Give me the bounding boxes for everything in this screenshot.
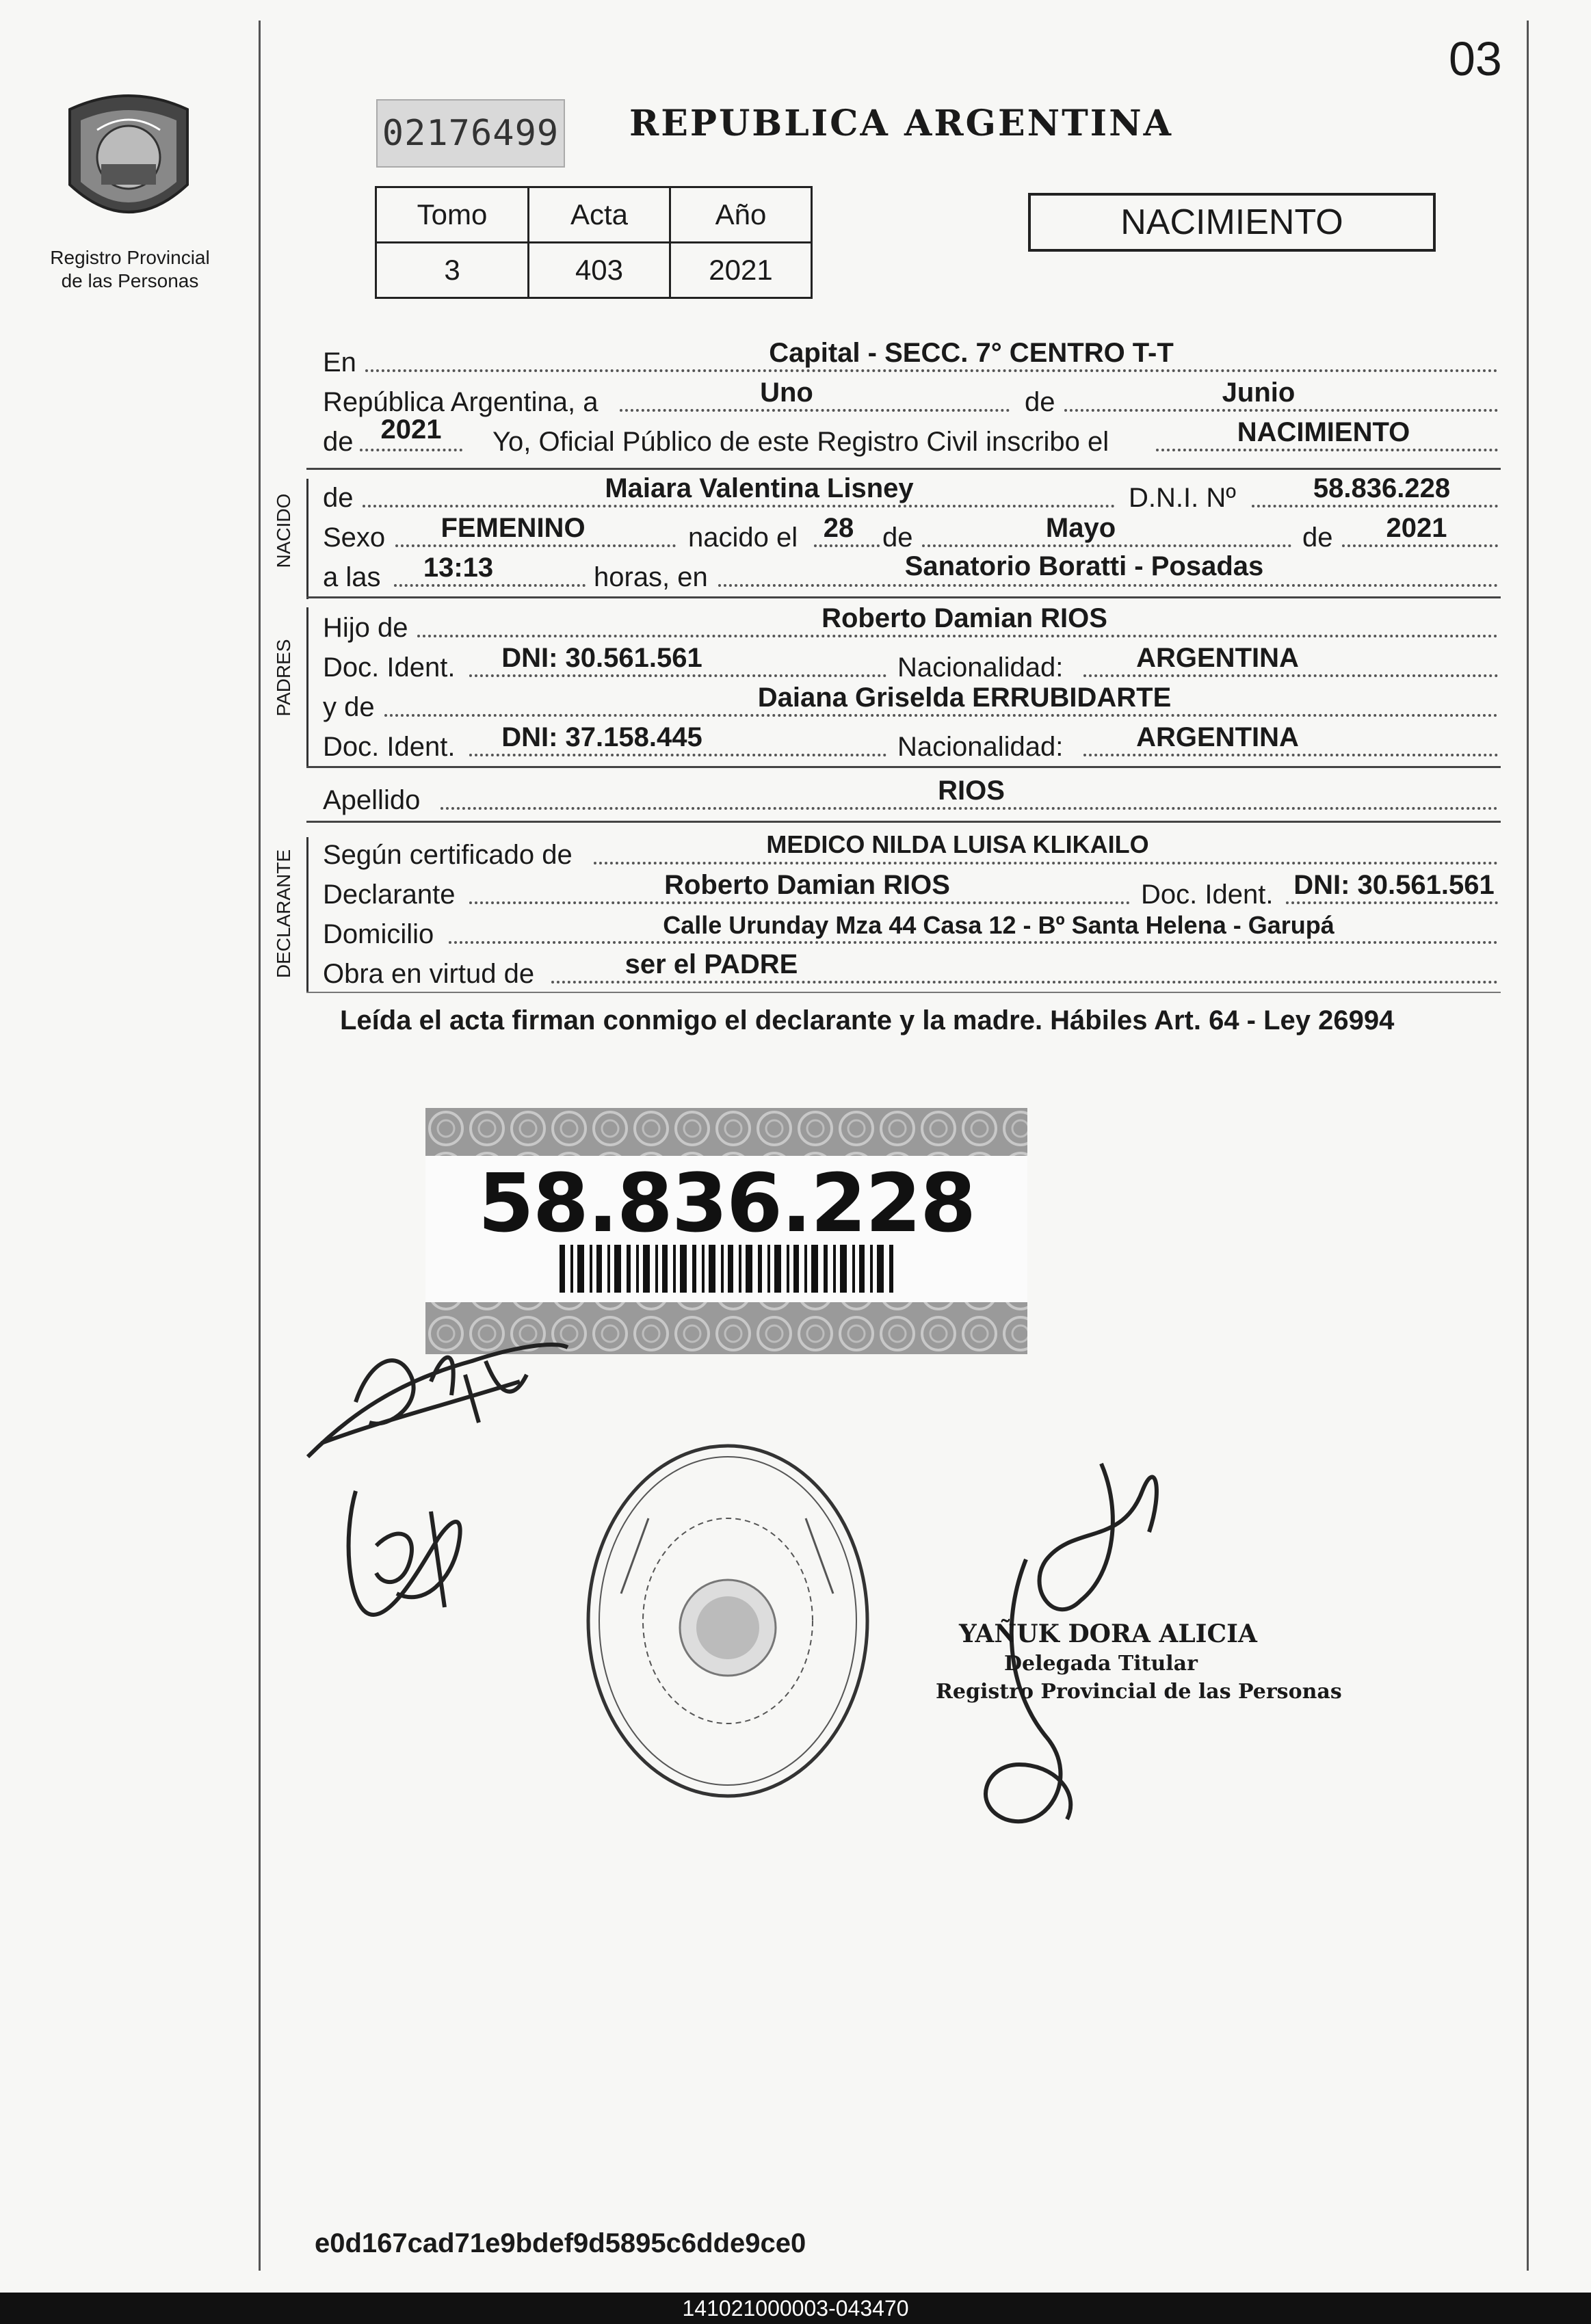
label-sexo: Sexo (323, 523, 386, 553)
value-madre-nac: ARGENTINA (1136, 722, 1299, 752)
dotted-line (469, 754, 886, 756)
dotted-line (417, 635, 1498, 637)
value-domicilio: Calle Urunday Mza 44 Casa 12 - Bº Santa Helena - Garupá (663, 911, 1334, 939)
logo-caption-line1: Registro Provincial (50, 247, 210, 268)
dotted-line (1342, 544, 1498, 547)
value-declarante: Roberto Damian RIOS (664, 870, 950, 900)
value-mes: Junio (1222, 378, 1296, 408)
value-tipo: NACIMIENTO (1237, 417, 1410, 447)
dotted-line (384, 714, 1498, 717)
section-bracket (306, 479, 308, 599)
label-yo: Yo, Oficial Público de este Registro Civil inscribo el (492, 427, 1109, 457)
side-label-nacido: NACIDO (273, 493, 294, 568)
record-table (375, 186, 813, 299)
signature-oficial (944, 1450, 1176, 1847)
dotted-line (1083, 674, 1498, 677)
logo-caption (27, 246, 233, 293)
label-republica: República Argentina, a (323, 387, 599, 417)
label-doc-ident-madre: Doc. Ident. (323, 732, 456, 762)
dotted-line (814, 544, 880, 547)
dotted-line (1083, 754, 1498, 756)
sticker-dni-number: 58.836.228 (477, 1156, 975, 1250)
value-dni: 58.836.228 (1313, 473, 1451, 503)
label-a-las: a las (323, 562, 381, 592)
section-divider (306, 468, 1501, 470)
official-seal (580, 1436, 876, 1806)
value-lugar: Capital - SECC. 7° CENTRO T-T (769, 338, 1174, 368)
value-lugar-nac: Sanatorio Boratti - Posadas (904, 551, 1264, 581)
signatory-org: Registro Provincial de las Personas (936, 1680, 1342, 1704)
side-label-padres: PADRES (273, 639, 294, 717)
value-obra: ser el PADRE (624, 949, 798, 979)
section-divider (306, 766, 1501, 768)
dotted-line (718, 584, 1498, 587)
section-bracket (306, 837, 308, 992)
dotted-line (469, 901, 1130, 904)
label-hijo-de: Hijo de (323, 613, 408, 643)
dotted-line (1252, 505, 1498, 507)
signature-madre (315, 1470, 492, 1641)
label-declarante: Declarante (323, 880, 456, 910)
label-nacionalidad-madre: Nacionalidad: (897, 732, 1064, 762)
dotted-line (449, 941, 1498, 944)
label-de-anio: de (323, 427, 354, 457)
dotted-line (594, 862, 1498, 864)
dotted-line (620, 409, 1010, 412)
value-padre-nac: ARGENTINA (1136, 643, 1299, 673)
signatory-name: YAÑUK DORA ALICIA (959, 1620, 1257, 1648)
label-en: En (323, 347, 356, 378)
dotted-line (394, 584, 586, 587)
dotted-line (365, 369, 1498, 372)
label-y-de: y de (323, 692, 375, 722)
value-madre-dni: DNI: 37.158.445 (501, 722, 702, 752)
country-title: REPUBLICA ARGENTINA (629, 103, 1174, 144)
value-anio: 2021 (670, 243, 812, 298)
dotted-line (395, 544, 676, 547)
signature-declarante (294, 1320, 581, 1477)
record-type-box: NACIMIENTO (1028, 193, 1436, 252)
label-de-mes: de (1025, 387, 1055, 417)
dotted-line (469, 674, 886, 677)
label-dni: D.N.I. Nº (1129, 483, 1236, 513)
value-anio: 2021 (380, 414, 442, 445)
label-horas-en: horas, en (594, 562, 708, 592)
value-madre: Daiana Griselda ERRUBIDARTE (757, 683, 1172, 713)
label-doc-ident-padre: Doc. Ident. (323, 652, 456, 683)
dotted-line (1156, 449, 1498, 451)
value-hora: 13:13 (423, 553, 494, 583)
value-tomo: 3 (376, 243, 529, 298)
dotted-line (363, 505, 1115, 507)
value-certificado: MEDICO NILDA LUISA KLIKAILO (766, 830, 1149, 858)
label-segun: Según certificado de (323, 840, 573, 870)
value-mes-nac: Mayo (1045, 513, 1116, 543)
section-bracket (306, 607, 308, 766)
dotted-line (360, 449, 462, 451)
dotted-line (922, 544, 1291, 547)
value-padre-dni: DNI: 30.561.561 (501, 643, 702, 673)
label-nacido-el: nacido el (688, 523, 798, 553)
label-doc-ident-declarante: Doc. Ident. (1141, 880, 1274, 910)
label-de-mes-nac: de (882, 523, 913, 553)
logo-caption-line2: de las Personas (61, 270, 199, 291)
section-divider (306, 992, 1501, 993)
value-dia: Uno (760, 378, 813, 408)
label-apellido: Apellido (323, 785, 421, 815)
header-acta: Acta (529, 187, 670, 243)
dotted-line (551, 981, 1498, 983)
right-margin-line (1527, 21, 1529, 2271)
label-nacionalidad-padre: Nacionalidad: (897, 652, 1064, 683)
value-apellido: RIOS (938, 776, 1005, 806)
label-domicilio: Domicilio (323, 919, 434, 949)
closing-note: Leída el acta firman conmigo el declarante y la madre. Hábiles Art. 64 - Ley 26994 (340, 1005, 1395, 1035)
side-label-declarante: DECLARANTE (273, 849, 294, 979)
value-acta: 403 (529, 243, 670, 298)
label-de-anio-nac: de (1302, 523, 1333, 553)
section-divider (306, 596, 1501, 598)
value-padre: Roberto Damian RIOS (821, 603, 1107, 633)
left-margin-line (259, 21, 261, 2271)
header-anio: Año (670, 187, 812, 243)
footer-code: 141021000003-043470 (0, 2293, 1591, 2324)
province-seal-logo (56, 82, 201, 239)
value-nombre: Maiara Valentina Lisney (605, 473, 914, 503)
page-number: 03 (1449, 32, 1502, 85)
value-anio-nac: 2021 (1386, 513, 1447, 543)
signatory-role: Delegada Titular (1004, 1652, 1198, 1676)
section-divider (306, 821, 1501, 823)
value-declarante-dni: DNI: 30.561.561 (1293, 870, 1495, 900)
value-sexo: FEMENINO (441, 513, 586, 543)
dotted-line (1286, 901, 1498, 904)
label-de-nombre: de (323, 483, 354, 513)
header-tomo: Tomo (376, 187, 529, 243)
document-hash: e0d167cad71e9bdef9d5895c6dde9ce0 (315, 2228, 806, 2258)
value-dia-nac: 28 (823, 513, 854, 543)
serial-stamp: 02176499 (376, 99, 565, 168)
label-obra: Obra en virtud de (323, 959, 535, 989)
dotted-line (1064, 409, 1498, 412)
dotted-line (441, 807, 1498, 810)
